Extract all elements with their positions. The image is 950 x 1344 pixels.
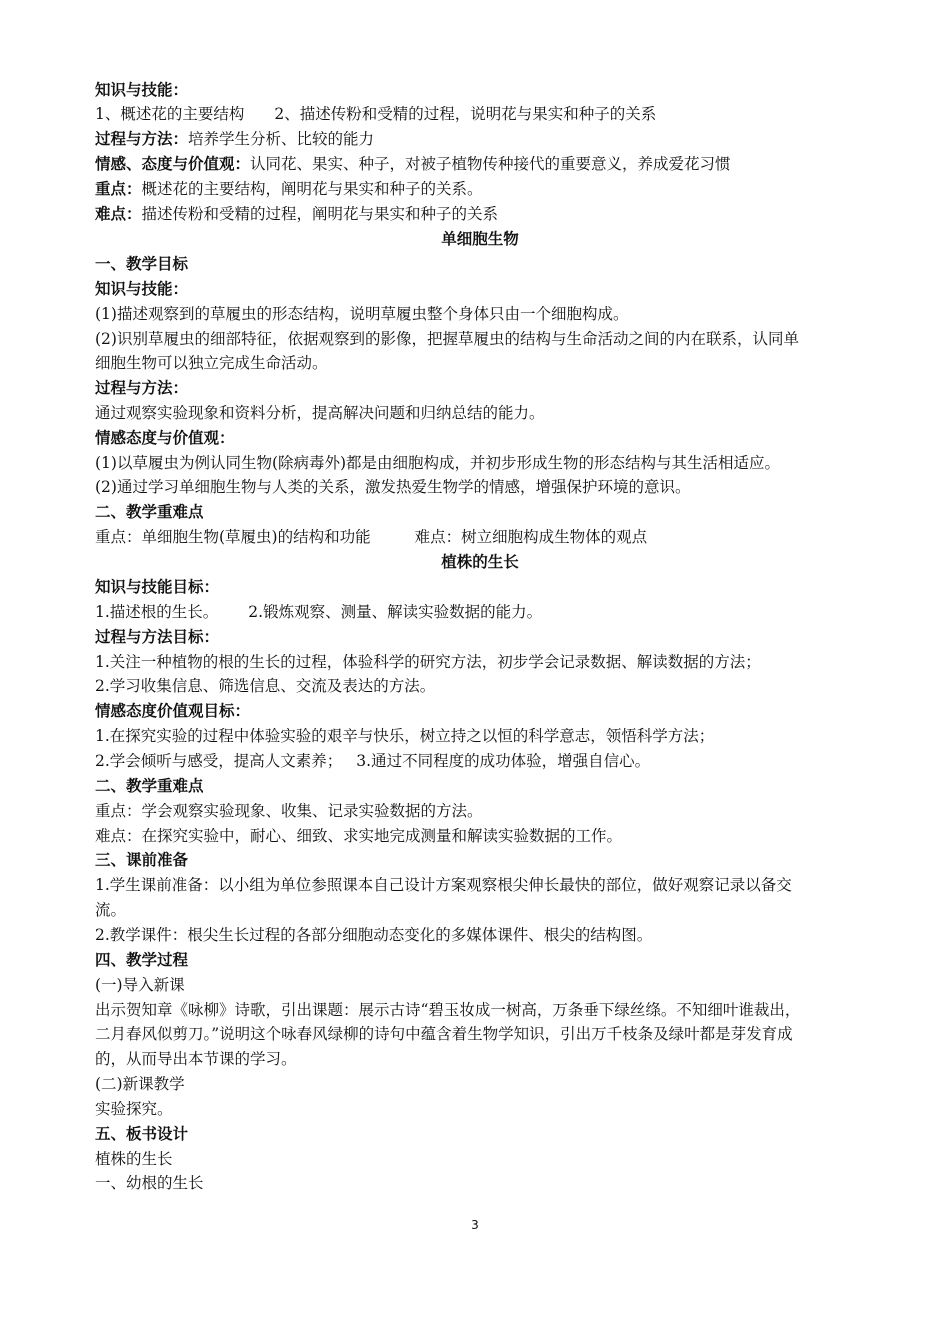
heading-knowledge-skills-2: 知识与技能：	[95, 280, 189, 298]
board-item-1: 一、幼根的生长	[95, 1174, 204, 1192]
heading-knowledge-goals: 知识与技能目标：	[95, 578, 220, 596]
heading-emotion-values: 情感态度与价值观：	[95, 429, 235, 447]
board-title: 植株的生长	[95, 1150, 173, 1168]
heading-board-design: 五、板书设计	[95, 1125, 189, 1143]
flower-key-text: 概述花的主要结构，阐明花与果实和种子的关系。	[141, 180, 483, 198]
heading-emotion-goals: 情感态度价值观目标：	[95, 702, 251, 720]
unicellular-key-difficulty-line	[95, 525, 865, 549]
flower-emotion-label: 情感、态度与价值观：	[95, 155, 251, 173]
unicellular-knowledge-2a: (2)识别草履虫的细部特征，依据观察到的影像，把握草履虫的结构与生命活动之间的内在联系，认同单	[95, 330, 799, 348]
heading-process-methods: 过程与方法：	[95, 379, 189, 397]
growth-prep-2: 2.教学课件：根尖生长过程的各部分细胞动态变化的多媒体课件、根尖的结构图。	[95, 926, 653, 944]
growth-knowledge-2: 2.锻炼观察、测量、解读实验数据的能力。	[248, 603, 543, 621]
unicellular-difficulty-point: 难点：树立细胞构成生物体的观点	[414, 528, 648, 546]
flower-knowledge-item-1: 1、概述花的主要结构	[95, 105, 245, 123]
flower-emotion-line	[95, 152, 865, 176]
title-plant-growth: 植株的生长	[441, 553, 519, 571]
flower-process-text: 培养学生分析、比较的能力	[188, 130, 375, 148]
flower-key-line	[95, 177, 865, 201]
growth-process-1: 1.关注一种植物的根的生长的过程，体验科学的研究方法，初步学会记录数据、解读数据的方法；	[95, 653, 761, 671]
unicellular-emotion-1: (1)以草履虫为例认同生物(除病毒外)都是由细胞构成，并初步形成生物的形态结构与其生活相适应。	[95, 454, 781, 472]
growth-new-lesson-text: 实验探究。	[95, 1100, 173, 1118]
growth-difficulty-point: 难点：在探究实验中，耐心、细致、求实地完成测量和解读实验数据的工作。	[95, 827, 623, 845]
growth-knowledge-1: 1.描述根的生长。	[95, 603, 219, 621]
title-unicellular: 单细胞生物	[441, 230, 519, 248]
heading-key-difficulty-2: 二、教学重难点	[95, 777, 204, 795]
growth-emotion-2: 2.学会倾听与感受，提高人文素养；	[95, 752, 343, 770]
heading-preparation: 三、课前准备	[95, 851, 189, 869]
growth-prep-1a: 1.学生课前准备：以小组为单位参照课本自己设计方案观察根尖伸长最快的部位，做好观察记录以备交	[95, 876, 792, 894]
unicellular-process-text: 通过观察实验现象和资料分析，提高解决问题和归纳总结的能力。	[95, 404, 545, 422]
unicellular-knowledge-1: (1)描述观察到的草履虫的形态结构，说明草履虫整个身体只由一个细胞构成。	[95, 305, 629, 323]
unicellular-emotion-2: (2)通过学习单细胞生物与人类的关系，激发热爱生物学的情感，增强保护环境的意识。	[95, 478, 691, 496]
flower-knowledge-item-2: 2、描述传粉和受精的过程，说明花与果实和种子的关系	[274, 105, 657, 123]
growth-process-2: 2.学习收集信息、筛选信息、交流及表达的方法。	[95, 677, 436, 695]
heading-key-difficulty: 二、教学重难点	[95, 503, 204, 521]
heading-process-goals: 过程与方法目标：	[95, 628, 220, 646]
growth-emotion-1: 1.在探究实验的过程中体验实验的艰辛与快乐，树立持之以恒的科学意志，领悟科学方法；	[95, 727, 715, 745]
growth-emotion-3: 3.通过不同程度的成功体验，增强自信心。	[356, 752, 651, 770]
unicellular-key-point: 重点：单细胞生物(草履虫)的结构和功能	[95, 528, 371, 546]
page-number: 3	[471, 1218, 479, 1232]
growth-intro-c: 的，从而导出本节课的学习。	[95, 1050, 297, 1068]
growth-key-point: 重点：学会观察实验现象、收集、记录实验数据的方法。	[95, 802, 483, 820]
flower-key-label: 重点：	[95, 180, 142, 198]
flower-knowledge-items	[95, 102, 865, 126]
growth-prep-1b: 流。	[95, 901, 127, 919]
growth-emotion-line-2	[95, 749, 865, 773]
flower-difficulty-label: 难点：	[95, 205, 142, 223]
flower-difficulty-text: 描述传粉和受精的过程，阐明花与果实和种子的关系	[141, 205, 499, 223]
flower-process-line	[95, 127, 865, 151]
heading-new-lesson: (二)新课教学	[95, 1075, 185, 1093]
unicellular-knowledge-2b: 细胞生物可以独立完成生命活动。	[95, 354, 328, 372]
heading-intro: (一)导入新课	[95, 976, 185, 994]
growth-intro-b: 二月春风似剪刀。”说明这个咏春风绿柳的诗句中蕴含着生物学知识，引出万千枝条及绿叶都是芽发育成	[95, 1025, 793, 1043]
heading-teaching-process: 四、教学过程	[95, 951, 189, 969]
flower-process-label: 过程与方法：	[95, 130, 189, 148]
flower-difficulty-line	[95, 202, 865, 226]
growth-knowledge-line	[95, 600, 865, 624]
flower-emotion-text: 认同花、果实、种子，对被子植物传种接代的重要意义，养成爱花习惯	[250, 155, 731, 173]
heading-knowledge-skills: 知识与技能：	[95, 81, 189, 99]
heading-teaching-goals: 一、教学目标	[95, 255, 189, 273]
growth-intro-a: 出示贺知章《咏柳》诗歌，引出课题：展示古诗“碧玉妆成一树高，万条垂下绿丝绦。不知细叶谁裁出，	[95, 1001, 801, 1019]
